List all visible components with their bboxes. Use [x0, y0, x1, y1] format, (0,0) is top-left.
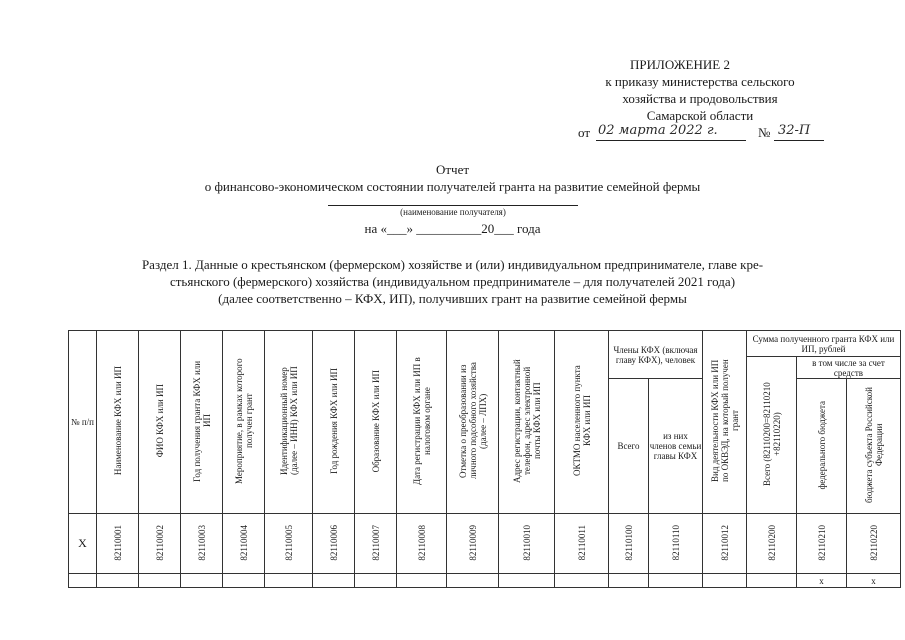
code-c7: 82110007 [355, 514, 397, 574]
header-incl-group: в том числе за счет средств [797, 357, 901, 379]
data-cell [69, 574, 97, 588]
data-cell [747, 574, 797, 588]
code-num: X [69, 514, 97, 574]
data-cell [223, 574, 265, 588]
header-regional: бюджета субъекта Российской Федерации [847, 379, 901, 514]
recipient-line [328, 205, 578, 206]
data-regional-x: x [847, 574, 901, 588]
handwritten-number: 32-П [778, 123, 811, 138]
header-members-total: Всего [609, 379, 649, 514]
code-c10: 82110010 [499, 514, 555, 574]
header-address: Адрес регистрации, контактный телефон, адрес электронной почты КФХ или ИП [499, 331, 555, 514]
code-c8: 82110008 [397, 514, 447, 574]
code-m-total: 82110100 [609, 514, 649, 574]
header-grant-total: Всего (82110200=82110210 +82110220) [747, 357, 797, 514]
date-underline [596, 140, 746, 141]
data-cell [139, 574, 181, 588]
header-lph-mark: Отметка о преобразовании из личного подсобного хозяйства (далее – ЛПХ) [447, 331, 499, 514]
code-c5: 82110005 [265, 514, 313, 574]
order-line-3: Самарской области [646, 108, 754, 123]
data-cell [703, 574, 747, 588]
data-cell [265, 574, 313, 588]
header-oktmo: ОКТМО населенного пункта КФХ или ИП [555, 331, 609, 514]
header-fio: ФИО КФХ или ИП [139, 331, 181, 514]
data-federal-x: x [797, 574, 847, 588]
code-regional: 82110220 [847, 514, 901, 574]
code-c4: 82110004 [223, 514, 265, 574]
section-line-2: стьянского (фермерского) хозяйства (индивидуальном предпринимателе – для получателей 2021 года) [169, 274, 736, 289]
report-subtitle: о финансово-экономическом состоянии получателей гранта на развитие семейной фермы [204, 179, 701, 194]
data-cell [181, 574, 223, 588]
header-measure: Мероприятие, в рамках которого получен грант [223, 331, 265, 514]
header-num: № п/п [69, 331, 97, 514]
appendix-title: ПРИЛОЖЕНИЕ 2 [630, 57, 730, 72]
recipient-caption: (наименование получателя) [400, 207, 506, 217]
section-line-1: Раздел 1. Данные о крестьянском (фермерском) хозяйстве и (или) индивидуальном предпринимателе, главе кре- [141, 257, 764, 272]
code-federal: 82110210 [797, 514, 847, 574]
report-table [68, 330, 901, 588]
header-inn: Идентификационный номер (далее – ИНН) КФХ или ИП [265, 331, 313, 514]
report-date-line: на «___» __________20___ года [364, 221, 541, 236]
code-c1: 82110001 [97, 514, 139, 574]
code-c6: 82110006 [313, 514, 355, 574]
data-cell [397, 574, 447, 588]
data-cell [97, 574, 139, 588]
header-grant-group: Сумма полученного гранта КФХ или ИП, рублей [747, 331, 901, 357]
data-cell [649, 574, 703, 588]
data-cell [313, 574, 355, 588]
data-cell [555, 574, 609, 588]
data-cell [499, 574, 555, 588]
number-underline [774, 140, 824, 141]
code-g-total: 82110200 [747, 514, 797, 574]
order-date-line [578, 124, 828, 144]
header-federal: федерального бюджета [797, 379, 847, 514]
header-reg-date: Дата регистрации КФХ или ИП в налоговом органе [397, 331, 447, 514]
data-cell [609, 574, 649, 588]
code-m-family: 82110110 [649, 514, 703, 574]
code-c12: 82110012 [703, 514, 747, 574]
order-line-2: хозяйства и продовольствия [622, 91, 778, 106]
order-line-1: к приказу министерства сельского [605, 74, 795, 89]
header-name: Наименование КФХ или ИП [97, 331, 139, 514]
header-birth-year: Год рождения КФХ или ИП [313, 331, 355, 514]
code-c2: 82110002 [139, 514, 181, 574]
header-members-family: из них членов семьи главы КФХ [649, 379, 703, 514]
header-grant-year: Год получения гранта КФХ или ИП [181, 331, 223, 514]
report-title: Отчет [435, 162, 470, 177]
code-c3: 82110003 [181, 514, 223, 574]
header-members-group: Члены КФХ (включая главу КФХ), человек [609, 331, 703, 379]
code-c9: 82110009 [447, 514, 499, 574]
code-c11: 82110011 [555, 514, 609, 574]
data-cell [447, 574, 499, 588]
header-education: Образование КФХ или ИП [355, 331, 397, 514]
handwritten-date: 02 марта 2022 г. [598, 123, 718, 138]
from-label: от [578, 125, 591, 140]
header-okved: Вид деятельности КФХ или ИП по ОКВЭД, на который получен грант [703, 331, 747, 514]
data-cell [355, 574, 397, 588]
number-label: № [758, 125, 771, 140]
section-line-3: (далее соответственно – КФХ, ИП), получивших грант на развитие семейной фермы [218, 291, 687, 306]
